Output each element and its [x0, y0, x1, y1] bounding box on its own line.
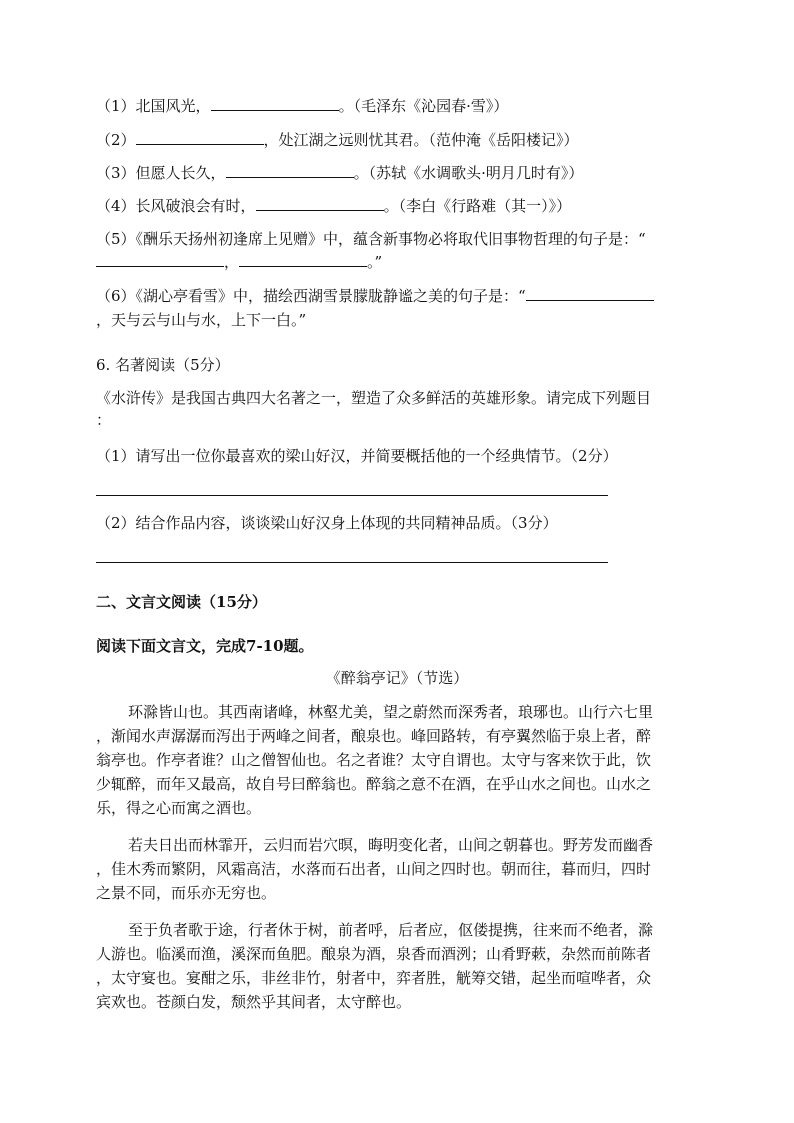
- answer-blank[interactable]: [136, 130, 264, 145]
- passage-line: 环滁皆山也。其西南诸峰，林壑尤美，望之蔚然而深秀者，琅琊也。山行六七里: [128, 703, 654, 721]
- poetry-q6-cont: ，天与云与山与水，上下一白。”: [96, 311, 307, 329]
- poetry-q5-cont: ， 。”: [96, 252, 382, 272]
- classics-sub1: （1）请写出一位你最喜欢的梁山好汉，并简要概括他的一个经典情节。（2分）: [96, 447, 618, 465]
- section-heading: 二、文言文阅读（15分）: [96, 593, 267, 611]
- answer-blank[interactable]: [526, 286, 654, 301]
- answer-blank[interactable]: [211, 96, 339, 111]
- poetry-q2: （2） ，处江湖之远则忧其君。（范仲淹《岳阳楼记》）: [96, 131, 579, 149]
- answer-blank[interactable]: [239, 252, 367, 267]
- classics-intro: 《水浒传》是我国古典四大名著之一，塑造了众多鲜活的英雄形象。请完成下列题目: [96, 389, 652, 407]
- passage-title: 《醉翁亭记》（节选）: [325, 669, 469, 687]
- poetry-q4: （4）长风破浪会有时， 。（李白《行路难（其一）》）: [96, 197, 572, 215]
- answer-line-1[interactable]: [96, 495, 608, 496]
- passage-line: 乐，得之心而寓之酒也。: [96, 799, 262, 817]
- passage-line: ，太守宴也。宴酣之乐，非丝非竹，射者中，弈者胜，觥筹交错，起坐而喧哗者，众: [96, 969, 652, 987]
- answer-blank[interactable]: [256, 196, 384, 211]
- passage-line: 至于负者歌于途，行者休于树，前者呼，后者应，伛偻提携，往来而不绝者，滁: [128, 921, 654, 939]
- poetry-q1: （1）北国风光， 。（毛泽东《沁园春·雪》）: [96, 97, 509, 115]
- classics-intro-cont: ：: [96, 411, 112, 429]
- passage-line: 若夫日出而林霏开，云归而岩穴暝，晦明变化者，山间之朝暮也。野芳发而幽香: [128, 836, 654, 854]
- poetry-q3: （3）但愿人长久， 。（苏轼《水调歌头·明月几时有》）: [96, 164, 584, 182]
- classics-sub2: （2）结合作品内容，谈谈梁山好汉身上体现的共同精神品质。（3分）: [96, 514, 558, 532]
- passage-line: ，佳木秀而繁阴，风霜高洁，水落而石出者，山间之四时也。朝而往，暮而归，四时: [96, 860, 652, 878]
- poetry-q5: （5）《酬乐天扬州初逢席上见赠》中，蕴含新事物必将取代旧事物哲理的句子是：“: [96, 230, 646, 248]
- section-instruction: 阅读下面文言文，完成7-10题。: [96, 637, 314, 655]
- answer-line-2[interactable]: [96, 562, 608, 563]
- passage-line: 少辄醉，而年又最高，故自号曰醉翁也。醉翁之意不在酒，在乎山水之间也。山水之: [96, 775, 652, 793]
- passage-line: ，渐闻水声潺潺而泻出于两峰之间者，酿泉也。峰回路转，有亭翼然临于泉上者，醉: [96, 727, 652, 745]
- passage-line: 宾欢也。苍颜白发，颓然乎其间者，太守醉也。: [96, 993, 412, 1011]
- passage-line: 翁亭也。作亭者谁？山之僧智仙也。名之者谁？太守自谓也。太守与客来饮于此，饮: [96, 751, 652, 769]
- poetry-q6: （6）《湖心亭看雪》中，描绘西湖雪景朦胧静谧之美的句子是：“: [96, 286, 654, 306]
- passage-line: 之景不同，而乐亦无穷也。: [96, 884, 277, 902]
- answer-blank[interactable]: [226, 163, 354, 178]
- passage-line: 人游也。临溪而渔，溪深而鱼肥。酿泉为酒，泉香而酒洌；山肴野蔌，杂然而前陈者: [96, 945, 652, 963]
- classics-heading: 6. 名著阅读（5分）: [96, 356, 230, 374]
- answer-blank[interactable]: [96, 252, 224, 267]
